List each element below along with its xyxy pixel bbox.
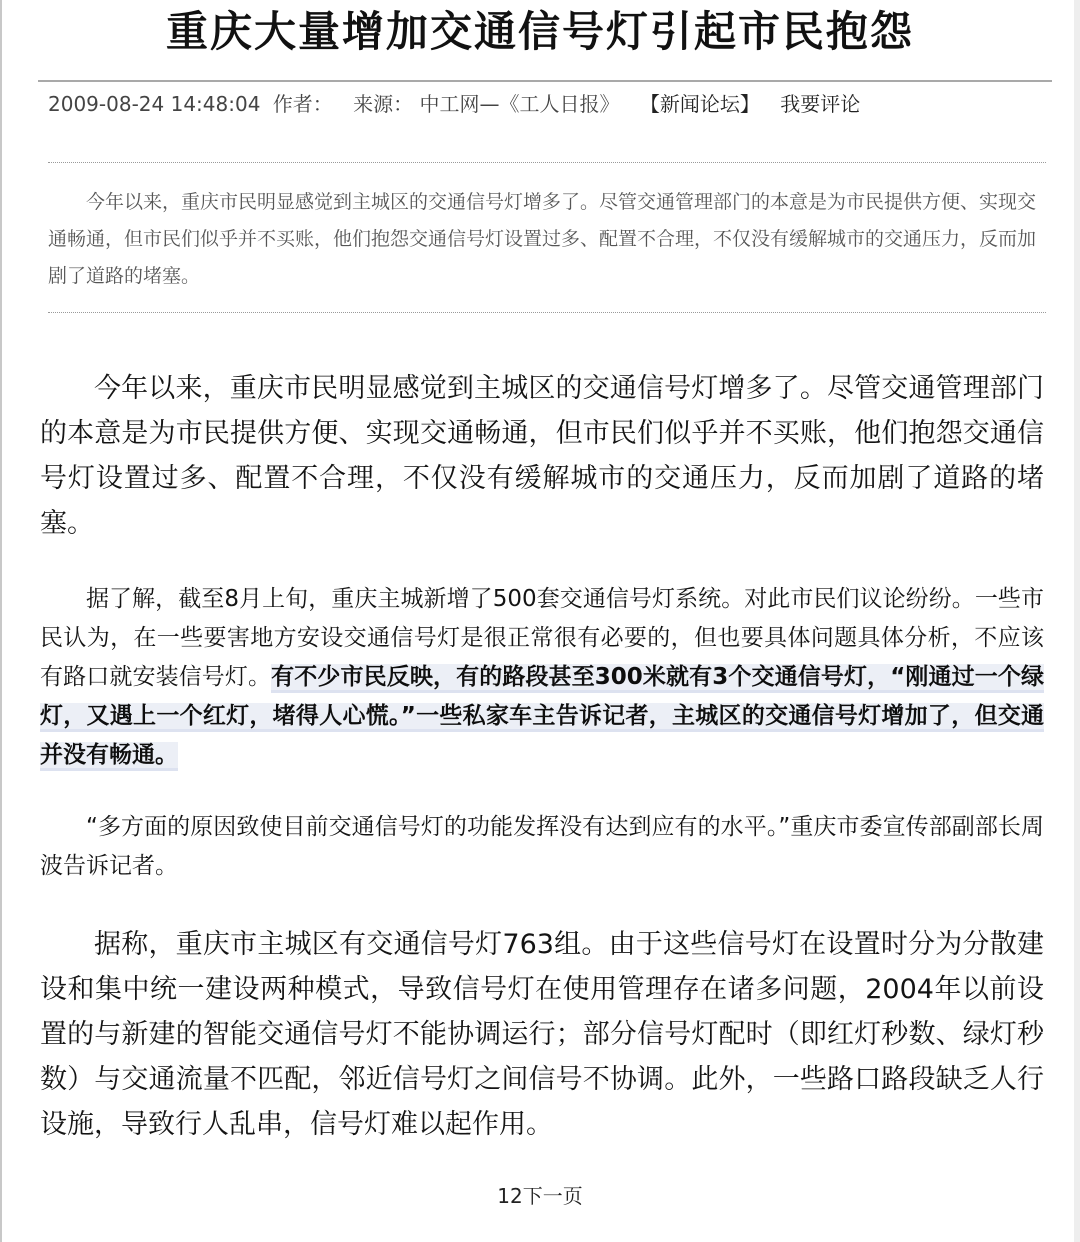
article-meta	[48, 88, 866, 120]
article-title: 重庆大量增加交通信号灯引起市民抱怨	[165, 7, 914, 56]
news-forum-link[interactable]: 【新闻论坛】	[639, 92, 760, 116]
paragraph-2	[40, 580, 1044, 775]
pagination	[0, 1180, 1080, 1209]
title-divider	[38, 80, 1052, 82]
scrollbar-track[interactable]	[1074, 0, 1080, 1242]
publish-datetime: 2009-08-24 14:48:04	[48, 92, 261, 116]
paragraph-1: 今年以来，重庆市民明显感觉到主城区的交通信号灯增多了。尽管交通管理部门的本意是为市民提供方便、实现交通畅通，但市民们似乎并不买账，他们抱怨交通信号灯设置过多、配置不合理，不仅没有缓解城市的交通压力，反而加剧了道路的堵塞。	[40, 373, 1044, 539]
paragraph-4: 据称，重庆市主城区有交通信号灯763组。由于这些信号灯在设置时分为分散建设和集中统一建设两种模式，导致信号灯在使用管理存在诸多问题，2004年以前设置的与新建的智能交通信号灯不能协调运行；部分信号灯配时（即红灯秒数、绿灯秒数）与交通流量不匹配，邻近信号灯之间信号不协调。此外，一些路口路段缺乏人行设施，导致行人乱串，信号灯难以起作用。	[40, 929, 1044, 1140]
author-label: 作者：	[272, 92, 333, 116]
highlighted-text[interactable]: 有不少市民反映，有的路段甚至300米就有3个交通信号灯，“刚通过一个绿灯，又遇上一个红灯，堵得人心慌。”一些私家车主告诉记者，主城区的交通信号灯增加了，但交通并没有畅通。	[40, 664, 1045, 768]
summary-top-divider	[48, 162, 1046, 163]
left-border	[0, 0, 2, 1242]
paragraph-3: “多方面的原因致使目前交通信号灯的功能发挥没有达到应有的水平。”重庆市委宣传部副部长周波告诉记者。	[40, 814, 1044, 879]
summary-bottom-divider	[48, 312, 1046, 313]
source-label: 来源：	[353, 92, 414, 116]
article-summary: 今年以来，重庆市民明显感觉到主城区的交通信号灯增多了。尽管交通管理部门的本意是为市民提供方便、实现交通畅通，但市民们似乎并不买账，他们抱怨交通信号灯设置过多、配置不合理，不仅没有缓解城市的交通压力，反而加剧了道路的堵塞。	[48, 191, 1037, 287]
source-name: 中工网—《工人日报》	[419, 92, 620, 116]
paragraph-2-text: 据了解，截至8月上旬，重庆主城新增了500套交通信号灯系统。对此市民们议论纷纷。一些市民认为，在一些要害地方安设交通信号灯是很正常很有必要的，但也要具体问题具体分析，不应该有路口就安装信号灯。	[40, 586, 1044, 690]
comment-link[interactable]: 我要评论	[780, 92, 861, 116]
page-2-link[interactable]: 2	[510, 1184, 523, 1208]
page-1-link[interactable]: 1	[497, 1184, 510, 1208]
next-page-link[interactable]: 下一页	[522, 1184, 583, 1208]
